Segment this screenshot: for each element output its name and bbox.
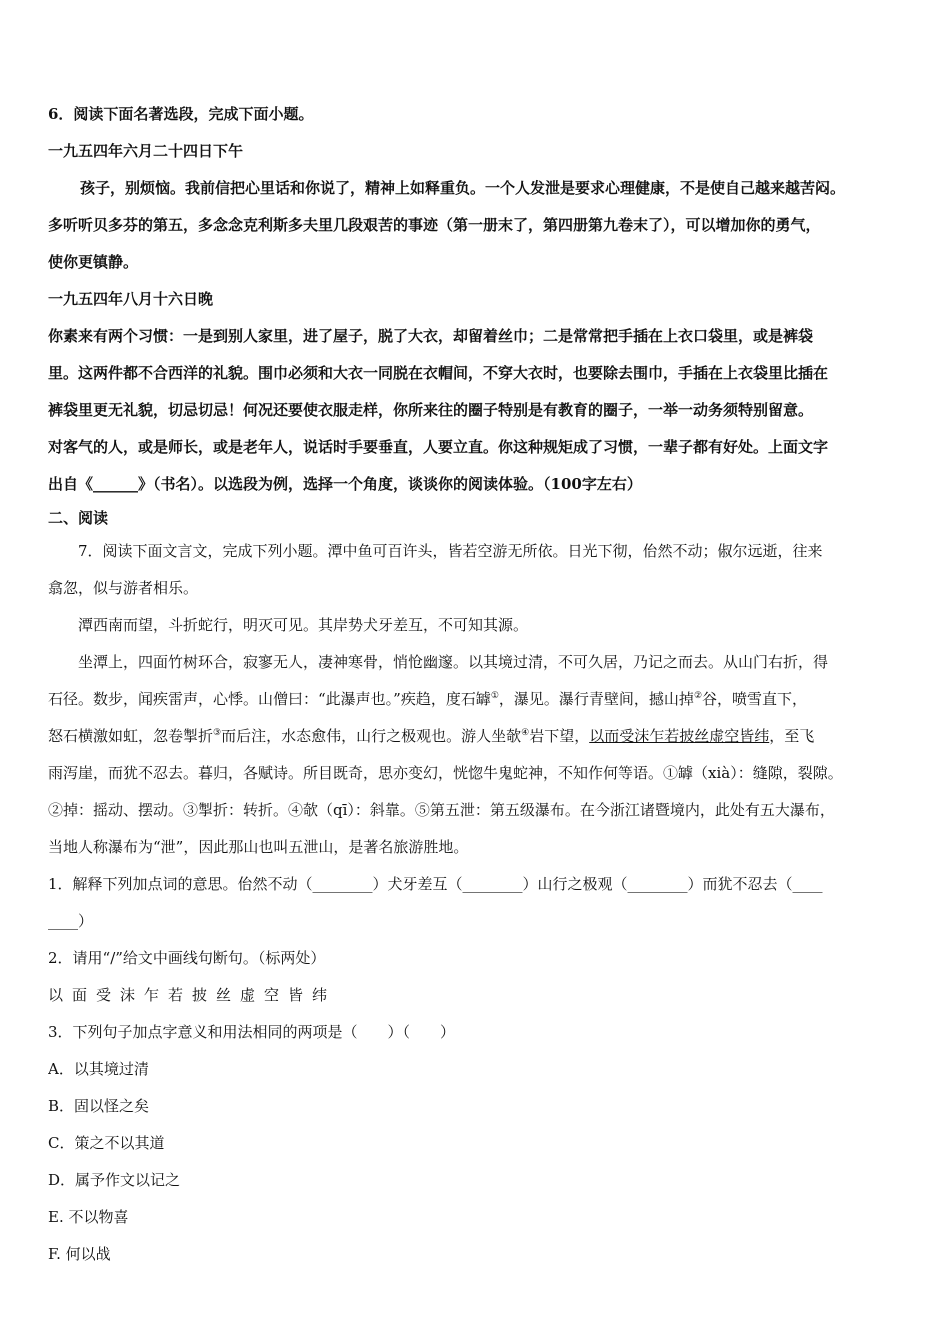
text-span: 谷，喷雪直下，	[702, 690, 808, 708]
text-span: 岩下望，	[529, 727, 590, 745]
option-c: C．策之不以其道	[48, 1134, 165, 1152]
letter-2-line: 你素来有两个习惯：一是到别人家里，进了屋子，脱了大衣，却留着丝巾；二是常常把手插在上衣口袋里，或是裤袋	[48, 327, 814, 345]
questions	[48, 866, 910, 1273]
letter-2-line: 裤袋里更无礼貌，切忌切忌！何况还要使衣服走样，你所来往的圈子特别是有教育的圈子，一举一动务须特别留意。	[48, 401, 814, 419]
option-b: B．固以怪之矣	[48, 1097, 150, 1115]
passage-line: 坐潭上，四面竹树环合，寂寥无人，凄神寒骨，悄怆幽邃。以其境过清，不可久居，乃记之而去。从山门右折，得	[78, 653, 829, 671]
passage-line: ②掉：摇动、摆动。③掣折：转折。④欹（qī）：斜靠。⑤第五泄：第五级瀑布。在今浙江诸暨境内，此处有五大瀑布，	[48, 801, 835, 819]
passage-line	[48, 681, 910, 718]
text-span: ，至飞	[769, 727, 815, 745]
passage-line: 雨泻崖，而犹不忍去。暮归，各赋诗。所目既奇，思亦变幻，恍惚牛鬼蛇神，不知作何等语。①罅（xià）：缝隙，裂隙。	[48, 764, 843, 782]
option-a: A．以其境过清	[48, 1060, 149, 1078]
passage-line	[48, 718, 910, 755]
letter-2-body	[48, 318, 910, 503]
letter-date-2: 一九五四年八月十六日晚	[48, 290, 214, 308]
question-1-cont: ____）	[48, 912, 94, 930]
option-f: F. 何以战	[48, 1245, 111, 1263]
q6-heading: 6．阅读下面名著选段，完成下面小题。	[48, 105, 314, 123]
footnote-ref: ③	[213, 728, 222, 738]
letter-1-line: 孩子，别烦恼。我前信把心里话和你说了，精神上如释重负。一个人发泄是要求心理健康，不是使自己越来越苦闷。	[80, 179, 846, 197]
letter-2-line: 里。这两件都不合西洋的礼貌。围巾必须和大衣一同脱在衣帽间，不穿大衣时，也要除去围巾，手插在上衣袋里比插在	[48, 364, 829, 382]
document-page	[48, 96, 910, 1273]
letter-date-1: 一九五四年六月二十四日下午	[48, 142, 244, 160]
question-2-text: 以面受沫乍若披丝虚空皆纬	[48, 986, 337, 1004]
question-2: 2．请用“/”给文中画线句断句。（标两处）	[48, 949, 326, 967]
text-span: 怒石横激如虹，忽卷掣折	[48, 727, 214, 745]
footnote-ref: ①	[490, 691, 499, 701]
passage-para-2: 潭西南而望，斗折蛇行，明灭可见。其岸势犬牙差互，不可知其源。	[78, 616, 529, 634]
passage-line: 翕忽，似与游者相乐。	[48, 579, 199, 597]
footnote-ref: ②	[693, 691, 703, 701]
footnote-ref: ④	[521, 728, 530, 738]
passage-line: 当地人称瀑布为“泄”，因此那山也叫五泄山，是著名旅游胜地。	[48, 838, 469, 856]
letter-2-line: 出自《______》（书名）。以选段为例，选择一个角度，谈谈你的阅读体验。（100字左右）	[48, 475, 642, 493]
passage-line: 7．阅读下面文言文，完成下列小题。潭中鱼可百许头，皆若空游无所依。日光下彻，佁然不动；俶尔远逝，往来	[78, 542, 823, 560]
letter-1-line: 使你更镇静。	[48, 253, 139, 271]
text-span: 而后注，水态愈伟，山行之极观也。游人坐欹	[221, 727, 522, 745]
option-d: D．属予作文以记之	[48, 1171, 181, 1189]
letter-1-line: 多听听贝多芬的第五，多念念克利斯多夫里几段艰苦的事迹（第一册末了，第四册第九卷末了），可以增加你的勇气，	[48, 216, 821, 234]
question-3: 3．下列句子加点字意义和用法相同的两项是（ ）（ ）	[48, 1023, 456, 1041]
underlined-sentence: 以而受沫乍若披丝虚空皆纬	[589, 727, 770, 745]
letter-2-line: 对客气的人，或是师长，或是老年人，说话时手要垂直，人要立直。你这种规矩成了习惯，一辈子都有好处。上面文字	[48, 438, 829, 456]
section-title: 二、阅读	[48, 509, 109, 527]
classical-passage	[48, 533, 910, 866]
option-e: E. 不以物喜	[48, 1208, 129, 1226]
question-1: 1．解释下列加点词的意思。佁然不动（________）犬牙差互（________）山行之极观（________）而犹不忍去（____	[48, 875, 823, 893]
letter-1-body	[48, 170, 910, 281]
text-span: ，瀑见。瀑行青壁间，撼山掉	[498, 690, 694, 708]
text-span: 石径。数步，闻疾雷声，心悸。山僧曰：“此瀑声也。”疾趋，度石罅	[48, 690, 491, 708]
